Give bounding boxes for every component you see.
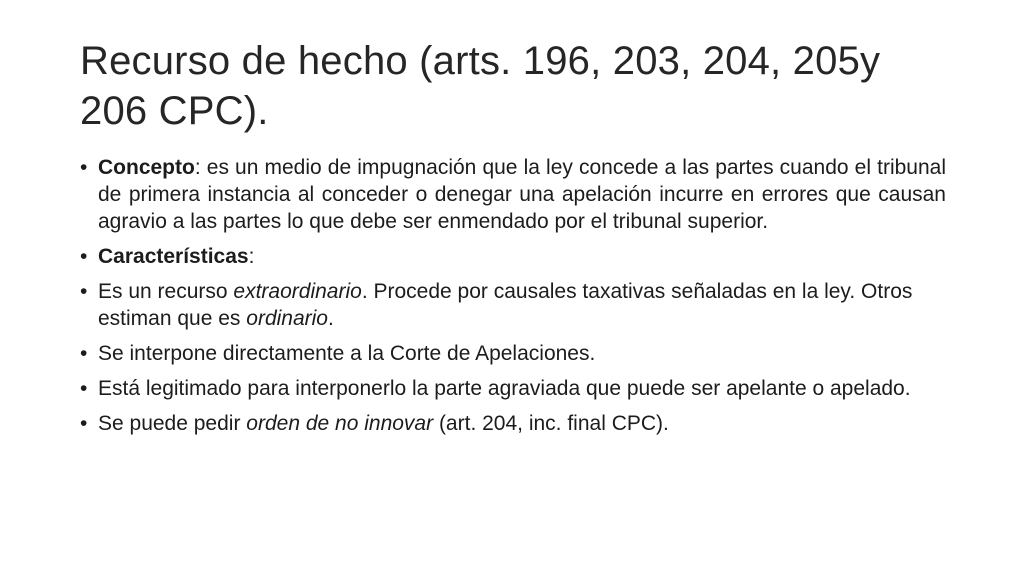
bullet-list — [80, 154, 946, 445]
bullet-extraordinario-text-c: . — [327, 307, 334, 330]
bullet-caracteristicas-term: Características — [98, 245, 249, 268]
bullet-extraordinario-em-b: ordinario — [246, 307, 328, 330]
bullet-concepto-text: : es un medio de impugnación que la ley concede a las partes cuando el tribunal de primera instancia al conceder o denegar una apelación incurre en errores que causan agravio a las partes lo que debe ser enmendado por el tribunal superior. — [98, 156, 946, 233]
bullet-pedir-em: orden de no innovar — [246, 412, 434, 435]
bullet-extraordinario — [80, 278, 946, 332]
slide-title — [80, 36, 960, 136]
bullet-caracteristicas-text: : — [248, 245, 255, 268]
bullet-interpone — [80, 340, 946, 367]
bullet-concepto — [80, 154, 946, 235]
bullet-interpone-text: Se interpone directamente a la Corte de Apelaciones. — [98, 342, 596, 365]
bullet-pedir-text-a: Se puede pedir — [98, 412, 247, 435]
bullet-extraordinario-text-a: Es un recurso — [98, 280, 234, 303]
bullet-concepto-term: Concepto — [98, 156, 195, 179]
bullet-pedir-text-b: (art. 204, inc. final CPC). — [433, 412, 669, 435]
bullet-caracteristicas — [80, 243, 946, 270]
title-line-1: Recurso de hecho (arts. 196, 203, 204, 205y — [80, 39, 881, 83]
bullet-pedir — [80, 410, 946, 437]
bullet-extraordinario-text-b: . Procede por causales taxativas señaladas en la ley. Otros estiman que es — [98, 280, 913, 330]
bullet-legitimado — [80, 375, 946, 402]
title-line-2: 206 CPC). — [80, 89, 269, 133]
bullet-legitimado-text: Está legitimado para interponerlo la parte agraviada que puede ser apelante o apelado. — [98, 377, 911, 400]
bullet-extraordinario-em-a: extraordinario — [233, 280, 362, 303]
